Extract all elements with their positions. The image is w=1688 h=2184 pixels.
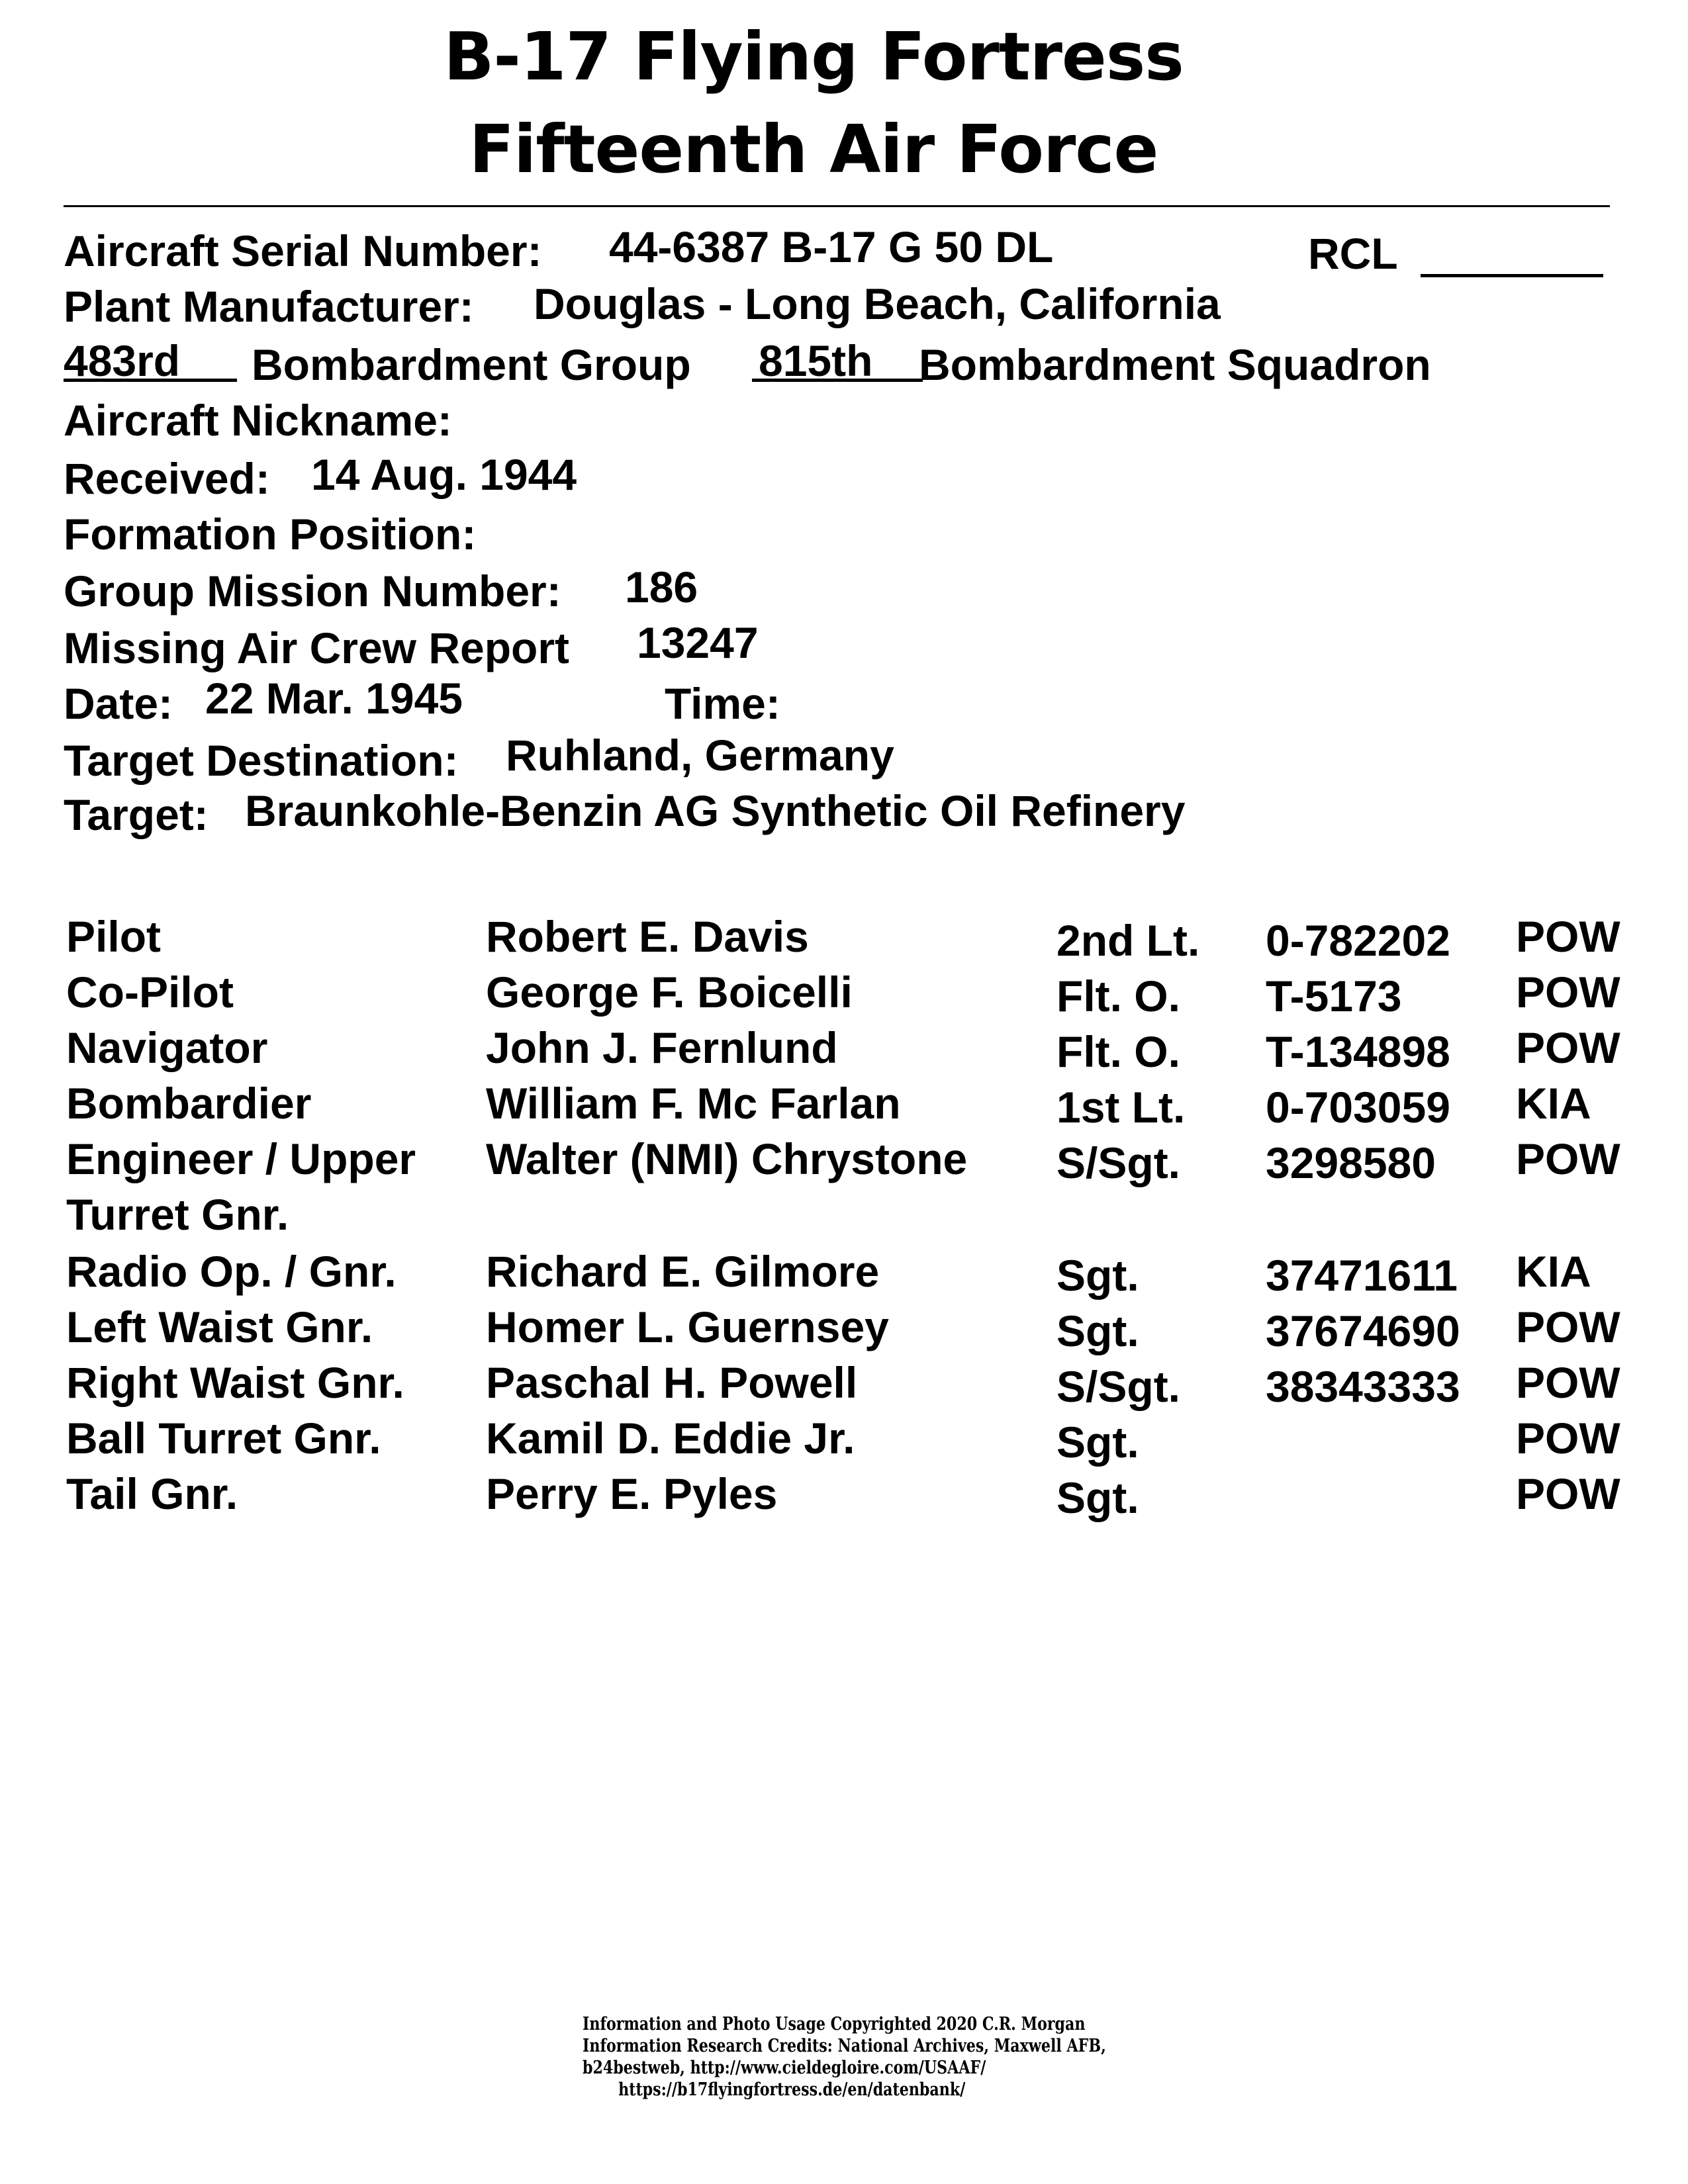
macr-label: Missing Air Crew Report xyxy=(64,623,569,672)
crew-rank: S/Sgt. xyxy=(1056,1362,1181,1411)
crew-status: POW xyxy=(1516,1302,1620,1351)
crew-rank: Flt. O. xyxy=(1056,972,1180,1021)
destination-label: Target Destination: xyxy=(64,736,459,785)
rcl-label: RCL xyxy=(1308,229,1398,278)
crew-position: Bombardier xyxy=(66,1079,312,1128)
crew-position: Pilot xyxy=(66,912,161,961)
credits-footer xyxy=(583,2013,1106,2101)
crew-name: Paschal H. Powell xyxy=(486,1358,858,1407)
crew-status: POW xyxy=(1516,1469,1620,1518)
crew-position: Engineer / Upper xyxy=(66,1134,416,1183)
crew-position: Radio Op. / Gnr. xyxy=(66,1247,397,1296)
crew-rank: 1st Lt. xyxy=(1056,1083,1186,1132)
crew-status: POW xyxy=(1516,1358,1620,1407)
crew-serial: 0-703059 xyxy=(1266,1083,1450,1132)
date-label: Date: xyxy=(64,679,173,728)
crew-rank: 2nd Lt. xyxy=(1056,916,1200,965)
crew-position: Ball Turret Gnr. xyxy=(66,1414,381,1463)
crew-name: Walter (NMI) Chrystone xyxy=(486,1134,968,1183)
destination-value: Ruhland, Germany xyxy=(506,731,894,780)
crew-position: Co-Pilot xyxy=(66,968,234,1017)
plant-label: Plant Manufacturer: xyxy=(64,282,474,331)
nickname-label: Aircraft Nickname: xyxy=(64,396,452,445)
time-label: Time: xyxy=(665,679,780,728)
crew-status: KIA xyxy=(1516,1079,1591,1128)
page-subtitle: Fifteenth Air Force xyxy=(469,111,1158,188)
footer-line: Information and Photo Usage Copyrighted 2020 C.R. Morgan xyxy=(583,2014,1086,2034)
crew-status: POW xyxy=(1516,912,1620,961)
received-value: 14 Aug. 1944 xyxy=(311,450,577,499)
plant-value: Douglas - Long Beach, California xyxy=(534,279,1221,328)
crew-name: Robert E. Davis xyxy=(486,912,809,961)
group-label: Bombardment Group xyxy=(252,340,691,389)
crew-position: Tail Gnr. xyxy=(66,1469,238,1518)
target-value: Braunkohle-Benzin AG Synthetic Oil Refinery xyxy=(245,786,1186,835)
crew-serial: 38343333 xyxy=(1266,1362,1460,1411)
crew-rank: S/Sgt. xyxy=(1056,1138,1181,1187)
crew-serial: 0-782202 xyxy=(1266,916,1450,965)
crew-position: Right Waist Gnr. xyxy=(66,1358,404,1407)
crew-name: Richard E. Gilmore xyxy=(486,1247,880,1296)
macr-value: 13247 xyxy=(637,618,759,667)
crew-position: Navigator xyxy=(66,1023,268,1072)
crew-serial: 3298580 xyxy=(1266,1138,1436,1187)
crew-rank: Sgt. xyxy=(1056,1473,1139,1522)
crew-rank: Sgt. xyxy=(1056,1306,1139,1355)
crew-status: POW xyxy=(1516,968,1620,1017)
title-divider xyxy=(64,205,1610,207)
crew-serial: T-5173 xyxy=(1266,972,1402,1021)
crew-status: POW xyxy=(1516,1414,1620,1463)
crew-serial: 37674690 xyxy=(1266,1306,1460,1355)
footer-line: b24bestweb, http://www.cieldegloire.com/USAAF/ xyxy=(583,2058,986,2078)
crew-name: William F. Mc Farlan xyxy=(486,1079,901,1128)
crew-status: KIA xyxy=(1516,1247,1591,1296)
crew-rank: Sgt. xyxy=(1056,1418,1139,1467)
crew-position-line2: Turret Gnr. xyxy=(66,1190,289,1239)
page-title: B-17 Flying Fortress xyxy=(444,18,1184,95)
date-value: 22 Mar. 1945 xyxy=(205,674,463,723)
group-underline xyxy=(64,379,237,382)
mission-label: Group Mission Number: xyxy=(64,567,561,615)
mission-value: 186 xyxy=(625,563,698,612)
crew-rank: Sgt. xyxy=(1056,1251,1139,1300)
target-label: Target: xyxy=(64,790,209,839)
crew-name: George F. Boicelli xyxy=(486,968,853,1017)
footer-line: https://b17flyingfortress.de/en/datenbank/ xyxy=(618,2079,966,2100)
crew-position: Left Waist Gnr. xyxy=(66,1302,373,1351)
squadron-label: Bombardment Squadron xyxy=(919,340,1431,389)
crew-name: Homer L. Guernsey xyxy=(486,1302,889,1351)
crew-status: POW xyxy=(1516,1023,1620,1072)
crew-name: John J. Fernlund xyxy=(486,1023,838,1072)
crew-name: Perry E. Pyles xyxy=(486,1469,778,1518)
crew-rank: Flt. O. xyxy=(1056,1027,1180,1076)
received-label: Received: xyxy=(64,454,270,503)
footer-line: Information Research Credits: National Archives, Maxwell AFB, xyxy=(583,2036,1106,2056)
squadron-underline xyxy=(752,379,923,382)
group-value: 483rd xyxy=(64,336,181,385)
serial-value: 44-6387 B-17 G 50 DL xyxy=(609,222,1054,271)
rcl-underline xyxy=(1421,274,1603,277)
crew-serial: 37471611 xyxy=(1266,1251,1458,1300)
crew-serial: T-134898 xyxy=(1266,1027,1450,1076)
crew-status: POW xyxy=(1516,1134,1620,1183)
serial-label: Aircraft Serial Number: xyxy=(64,226,542,275)
crew-name: Kamil D. Eddie Jr. xyxy=(486,1414,855,1463)
formation-label: Formation Position: xyxy=(64,510,477,559)
squadron-value: 815th xyxy=(759,336,873,385)
